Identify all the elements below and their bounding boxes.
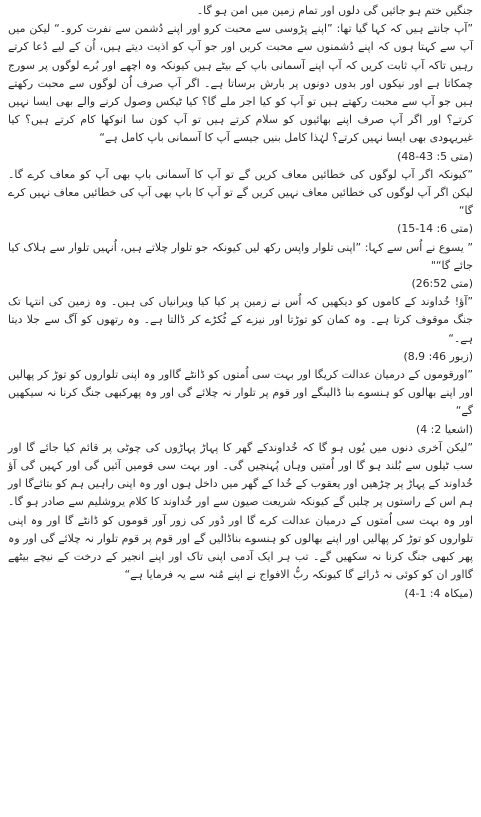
quote-paragraph: ”اورقوموں کے درمیان عدالت کریگا اور بہت سی اُمتوں کو ڈانٹے گااور وہ اپنی تلواروں کو توڑ کر پھالیں اور اپنے بھالوں کو ہنسوے بنا ڈالیںگے اور قوم پر تلوار نہ چلائے گی اور وہ پھرکبھی جنگ کرنا نہ سیکھیں گے“	[8, 368, 473, 418]
scripture-reference: (زبور 46: 8،9)	[403, 349, 473, 363]
quote-paragraph: ”آؤ! خُداوند کے کاموں کو دیکھیں کہ اُس نے زمین پر کیا کیا ویرانیاں کی ہیں۔ وہ زمین کی انتہا تک جنگ موقوف کرتا ہے۔ وہ کمان کو توڑتا اور نیزے کے ٹُکڑے کر ڈالتا ہے۔ وہ رتھوں کو آگ سے جلا دیتا ہے۔“	[8, 295, 473, 345]
scripture-reference: (اشعیا 2: 4)	[416, 422, 473, 436]
scripture-reference: (متی 26:52)	[411, 277, 473, 291]
quote-paragraph: ”آپ جانتے ہیں کہ کہا گیا تھا: ”اپنے پڑوسی سے محبت کرو اور اپنے دُشمن سے نفرت کرو۔“ لیکن میں آپ سے کہتا ہوں کہ اپنے دُشمنوں سے محبت کریں اور جو آپ کو اذیت دیتے ہیں، اُن کے لیے دُعا کرتے رہیں تاکہ آپ ثابت کریں کہ آپ اپنے آسمانی باپ کے بیٹے ہیں کیونکہ وہ اچھے اور بُرے لوگوں پر سورج چمکاتا ہے اور نیکوں اور بدوں دونوں پر بارش برساتا ہے۔ اگر آپ صرف اُن لوگوں سے محبت رکھتے ہیں جو آپ سے محبت رکھتے ہیں تو آپ کو کیا اجر ملے گا؟ کیا ٹیکس وصول کرنے والے بھی ایسا نہیں کرتے؟ اور اگر آپ صرف اپنے بھائیوں کو سلام کرتے ہیں تو آپ کون سا انوکھا کام کرتے ہیں؟ کیا غیریہودی بھی ایسا نہیں کرتے؟ لہٰذا کامل بنیں جیسے آپ کا آسمانی باپ کامل ہے“	[8, 22, 473, 145]
scripture-reference: (متی 6: 14-15)	[397, 222, 473, 236]
quote-paragraph: ” یسوع نے اُس سے کہا: ”اپنی تلوار واپس رکھ لیں کیونکہ جو تلوار چلاتے ہیں، اُنہیں تلوار سے ہلاک کیا جائے گا“"	[8, 240, 473, 272]
quote-paragraph: ”لیکن آخری دنوں میں یُوں ہو گا کہ خُداوندکے گھر کا پہاڑ پہاڑوں کی چوٹی پر قائم کیا جائے گا اور سب ٹیلوں سے بُلند ہو گا اور اُمتیں وہاں پُہنچیں گی۔ اور بہت سی قومیں آئیں گی اور کہیں گی آؤ خُداوند کے پہاڑ پر چڑھیں اور یعقوب کے خُدا کے گھر میں داخل ہوں اور وہ اپنی راہیں ہم کو بتائےگا اور ہم اس کے راستوں پر چلیں گے کیونکہ شریعت صیون سے اور خُداوند کا کلام یروشلیم سے صادر ہو گا۔ اور وہ بہت سی اُمتوں کے درمیان عدالت کرے گا اور دُور کی زور آور قوموں کو ڈانٹے گا اور وہ اپنی تلواروں کو توڑ کر پھالیں اور اپنے بھالوں کو ہنسوے بناڈالیں گے اور قوم پر قوم تلوار نہ چلائے گی اور وہ پھر کبھی جنگ کرنا نہ سکھیں گے۔ تب ہر ایک آدمی اپنی تاک اور اپنے انجیر کے درخت کے نیچے بیٹھے گااور ان کو کوئی نہ ڈرائے گا کیونکہ ربُّ الافواج نے اپنے مُنہ سے یہ فرمایا ہے“	[8, 440, 473, 582]
paragraph: جنگیں ختم ہو جائیں گی دلوں اور تمام زمین میں امن ہو گا۔	[196, 4, 473, 17]
scripture-reference: (میکاہ 4: 1-4)	[404, 586, 473, 600]
scripture-reference: (متی 5: 43-48)	[397, 149, 473, 163]
quote-paragraph: ”کیونکہ اگر آپ لوگوں کی خطائیں معاف کریں گے تو آپ کا آسمانی باپ بھی آپ کو معاف کرے گا۔ لیکن اگر آپ لوگوں کی خطائیں معاف نہیں کریں گے تو آپ کا باپ بھی آپ کی خطائیں معاف نہیں کرے گا“	[8, 167, 473, 218]
